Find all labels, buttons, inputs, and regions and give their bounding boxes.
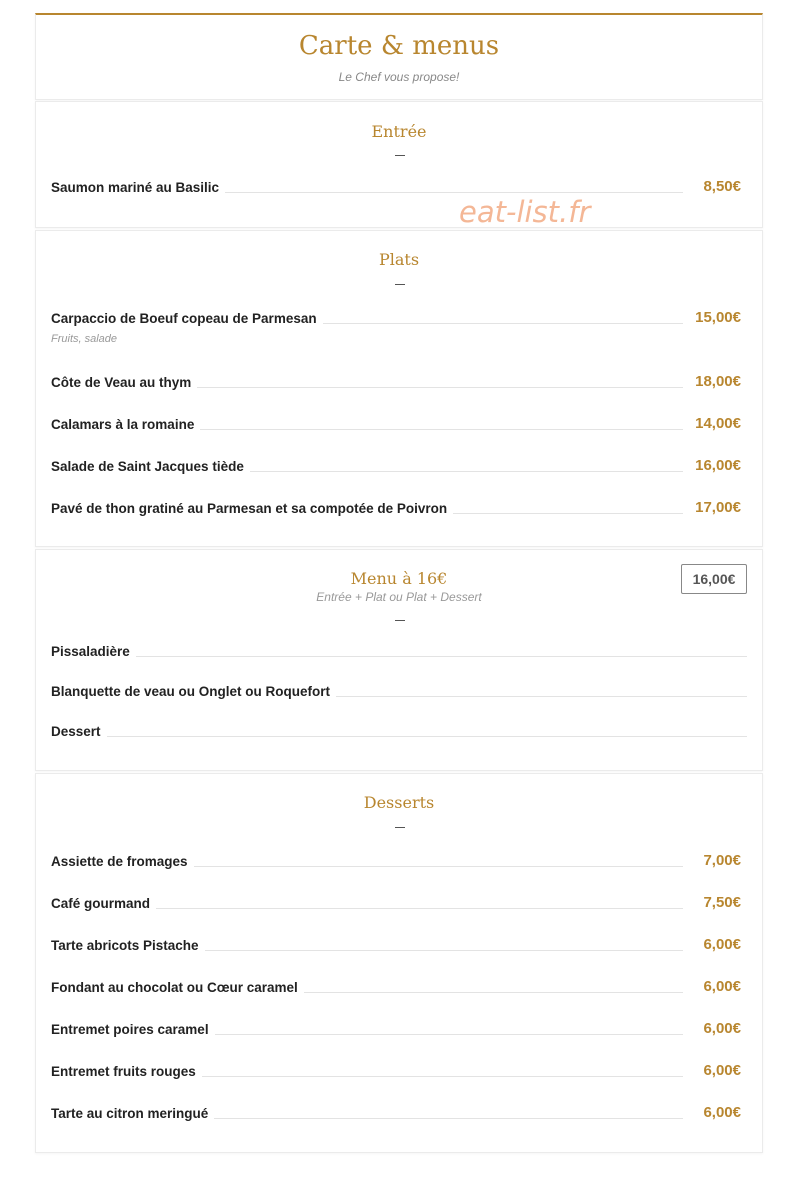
section-plats bbox=[35, 230, 763, 547]
section-menu-16 bbox=[35, 549, 763, 771]
item-name: Côte de Veau au thym bbox=[51, 375, 197, 390]
section-entree bbox=[35, 101, 763, 228]
menu-item bbox=[51, 644, 747, 666]
item-price: 7,00€ bbox=[703, 852, 741, 869]
menu-item bbox=[51, 1064, 741, 1086]
item-price: 6,00€ bbox=[703, 1104, 741, 1121]
leader-line bbox=[51, 656, 747, 657]
menu-item bbox=[51, 980, 741, 1002]
item-price: 6,00€ bbox=[703, 1020, 741, 1037]
menu-item bbox=[51, 1106, 741, 1128]
menu-item bbox=[51, 180, 741, 202]
menu-item bbox=[51, 684, 747, 706]
menu-item bbox=[51, 1022, 741, 1044]
menu-item bbox=[51, 501, 741, 523]
item-price: 18,00€ bbox=[695, 373, 741, 390]
item-price: 8,50€ bbox=[703, 178, 741, 195]
item-name: Entremet fruits rouges bbox=[51, 1064, 202, 1079]
item-name: Pavé de thon gratiné au Parmesan et sa compotée de Poivron bbox=[51, 501, 453, 516]
item-price: 6,00€ bbox=[703, 1062, 741, 1079]
item-price: 6,00€ bbox=[703, 978, 741, 995]
menu-item bbox=[51, 724, 747, 746]
section-title: Entrée bbox=[371, 122, 427, 141]
page-subtitle: Le Chef vous propose! bbox=[338, 70, 460, 84]
page-title: Carte & menus bbox=[298, 31, 500, 61]
header-card bbox=[35, 13, 763, 100]
menu-item bbox=[51, 896, 741, 918]
item-price: 15,00€ bbox=[695, 309, 741, 326]
section-title: Menu à 16€ bbox=[350, 569, 448, 588]
item-price: 17,00€ bbox=[695, 499, 741, 516]
section-subtitle: Entrée + Plat ou Plat + Dessert bbox=[316, 590, 482, 604]
menu-item bbox=[51, 309, 741, 345]
item-price: 7,50€ bbox=[703, 894, 741, 911]
section-divider bbox=[395, 155, 405, 156]
menu-price-badge: 16,00€ bbox=[681, 564, 747, 594]
item-name: Blanquette de veau ou Onglet ou Roquefort bbox=[51, 684, 336, 699]
item-price: 6,00€ bbox=[703, 936, 741, 953]
leader-line bbox=[51, 736, 747, 737]
menu-item bbox=[51, 417, 741, 439]
item-name: Saumon mariné au Basilic bbox=[51, 180, 225, 195]
section-divider bbox=[395, 827, 405, 828]
item-name: Calamars à la romaine bbox=[51, 417, 200, 432]
item-name: Dessert bbox=[51, 724, 107, 739]
section-divider bbox=[395, 620, 405, 621]
menu-item bbox=[51, 854, 741, 876]
item-name: Fondant au chocolat ou Cœur caramel bbox=[51, 980, 304, 995]
item-name: Tarte abricots Pistache bbox=[51, 938, 205, 953]
item-name: Entremet poires caramel bbox=[51, 1022, 215, 1037]
section-desserts bbox=[35, 773, 763, 1153]
item-price: 14,00€ bbox=[695, 415, 741, 432]
item-name: Café gourmand bbox=[51, 896, 156, 911]
item-name: Assiette de fromages bbox=[51, 854, 194, 869]
item-name: Pissaladière bbox=[51, 644, 136, 659]
item-name: Carpaccio de Boeuf copeau de Parmesan bbox=[51, 311, 323, 326]
item-name: Salade de Saint Jacques tiède bbox=[51, 459, 250, 474]
watermark-text: eat-list.fr bbox=[459, 195, 591, 229]
section-title: Desserts bbox=[363, 793, 435, 812]
item-name: Tarte au citron meringué bbox=[51, 1106, 214, 1121]
section-title: Plats bbox=[378, 250, 420, 269]
menu-item bbox=[51, 938, 741, 960]
section-divider bbox=[395, 284, 405, 285]
menu-item bbox=[51, 459, 741, 481]
menu-item bbox=[51, 375, 741, 397]
item-price: 16,00€ bbox=[695, 457, 741, 474]
item-description: Fruits, salade bbox=[51, 333, 118, 345]
